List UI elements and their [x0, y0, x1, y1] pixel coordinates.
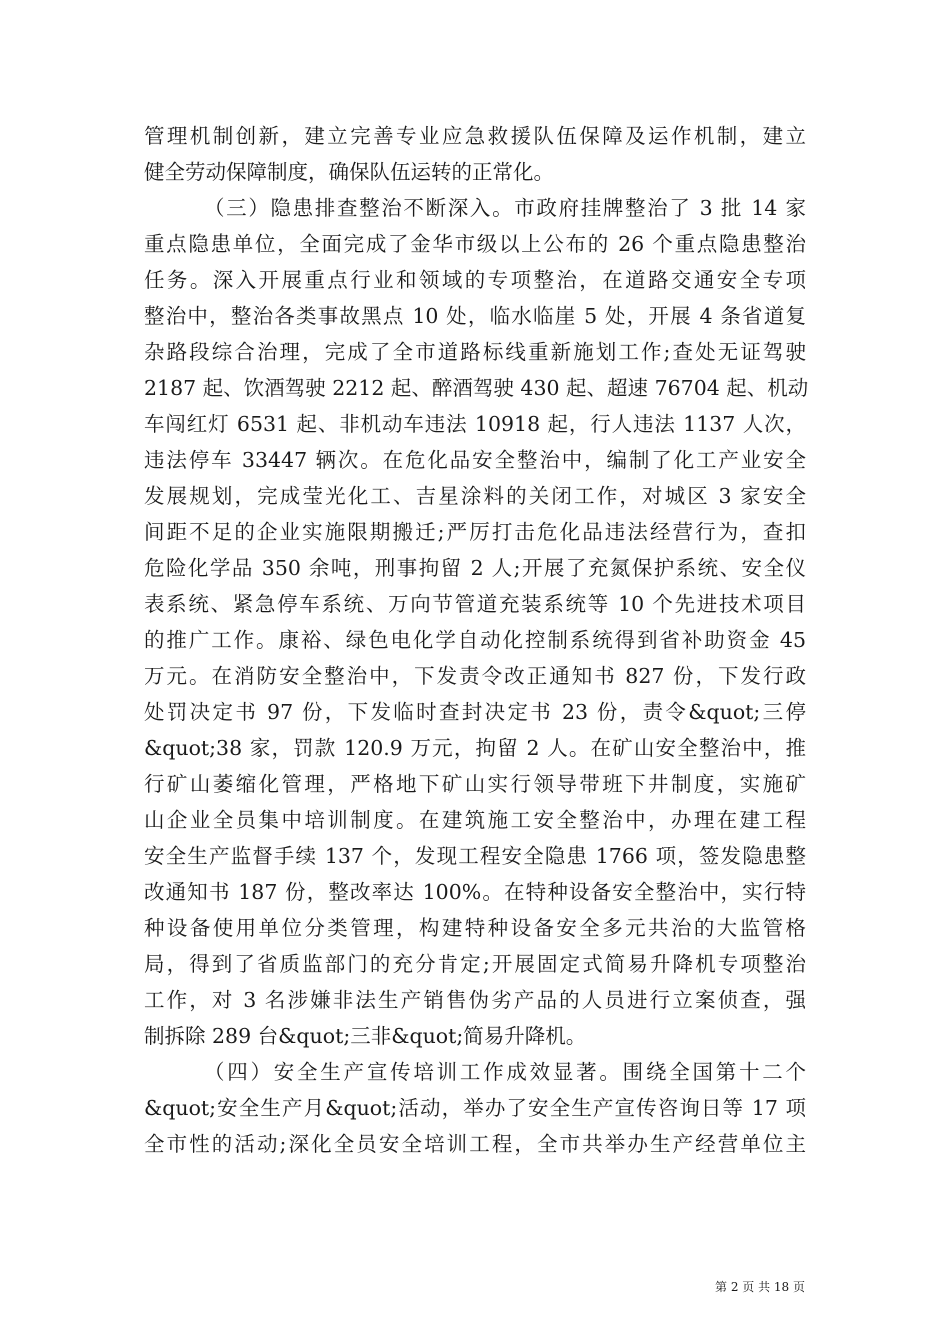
text-line: 间距不足的企业实施限期搬迁;严厉打击危化品违法经营行为，查扣	[144, 520, 806, 544]
section-heading-line: （四）安全生产宣传培训工作成效显著。围绕全国第十二个	[204, 1060, 806, 1084]
text-line: 健全劳动保障制度，确保队伍运转的正常化。	[144, 160, 554, 184]
text-line: 重点隐患单位，全面完成了金华市级以上公布的 26 个重点隐患整治	[144, 232, 806, 256]
text-line: 山企业全员集中培训制度。在建筑施工安全整治中，办理在建工程	[144, 808, 806, 832]
text-line: 的推广工作。康裕、绿色电化学自动化控制系统得到省补助资金 45	[144, 628, 806, 652]
section-heading-line: （三）隐患排查整治不断深入。市政府挂牌整治了 3 批 14 家	[204, 196, 806, 220]
text-line: 任务。深入开展重点行业和领域的专项整治，在道路交通安全专项	[144, 268, 806, 292]
text-line: &quot;38 家，罚款 120.9 万元，拘留 2 人。在矿山安全整治中，推	[144, 736, 806, 760]
text-line: 处罚决定书 97 份，下发临时查封决定书 23 份，责令&quot;三停	[144, 700, 806, 724]
text-line: 违法停车 33447 辆次。在危化品安全整治中，编制了化工产业安全	[144, 448, 806, 472]
text-line: 发展规划，完成莹光化工、吉星涂料的关闭工作，对城区 3 家安全	[144, 484, 806, 508]
text-line: 全市性的活动;深化全员安全培训工程，全市共举办生产经营单位主	[144, 1132, 806, 1156]
text-line: 车闯红灯 6531 起、非机动车违法 10918 起，行人违法 1137 人次，	[144, 412, 806, 436]
text-line: 工作，对 3 名涉嫌非法生产销售伪劣产品的人员进行立案侦查，强	[144, 988, 806, 1012]
body-text	[144, 118, 809, 1162]
text-line: 表系统、紧急停车系统、万向节管道充装系统等 10 个先进技术项目	[144, 592, 806, 616]
text-line: 改通知书 187 份，整改率达 100%。在特种设备安全整治中，实行特	[144, 880, 806, 904]
text-line: 万元。在消防安全整治中，下发责令改正通知书 827 份，下发行政	[144, 664, 806, 688]
text-line: 整治中，整治各类事故黑点 10 处，临水临崖 5 处，开展 4 条省道复	[144, 304, 806, 328]
text-line: 制拆除 289 台&quot;三非&quot;简易升降机。	[144, 1024, 587, 1048]
text-line: 局，得到了省质监部门的充分肯定;开展固定式简易升降机专项整治	[144, 952, 806, 976]
text-line: 安全生产监督手续 137 个，发现工程安全隐患 1766 项，签发隐患整	[144, 844, 806, 868]
text-line: 杂路段综合治理，完成了全市道路标线重新施划工作;查处无证驾驶	[144, 340, 806, 364]
page-number-footer: 第 2 页 共 18 页	[715, 1280, 805, 1294]
text-line: 危险化学品 350 余吨，刑事拘留 2 人;开展了充氮保护系统、安全仪	[144, 556, 806, 580]
text-line: 管理机制创新，建立完善专业应急救援队伍保障及运作机制，建立	[144, 124, 806, 148]
text-line: &quot;安全生产月&quot;活动，举办了安全生产宣传咨询日等 17 项	[144, 1096, 806, 1120]
text-line: 种设备使用单位分类管理，构建特种设备安全多元共治的大监管格	[144, 916, 806, 940]
text-line: 行矿山萎缩化管理，严格地下矿山实行领导带班下井制度，实施矿	[144, 772, 806, 796]
text-line: 2187 起、饮酒驾驶 2212 起、醉酒驾驶 430 起、超速 76704 起、机动	[144, 376, 809, 400]
